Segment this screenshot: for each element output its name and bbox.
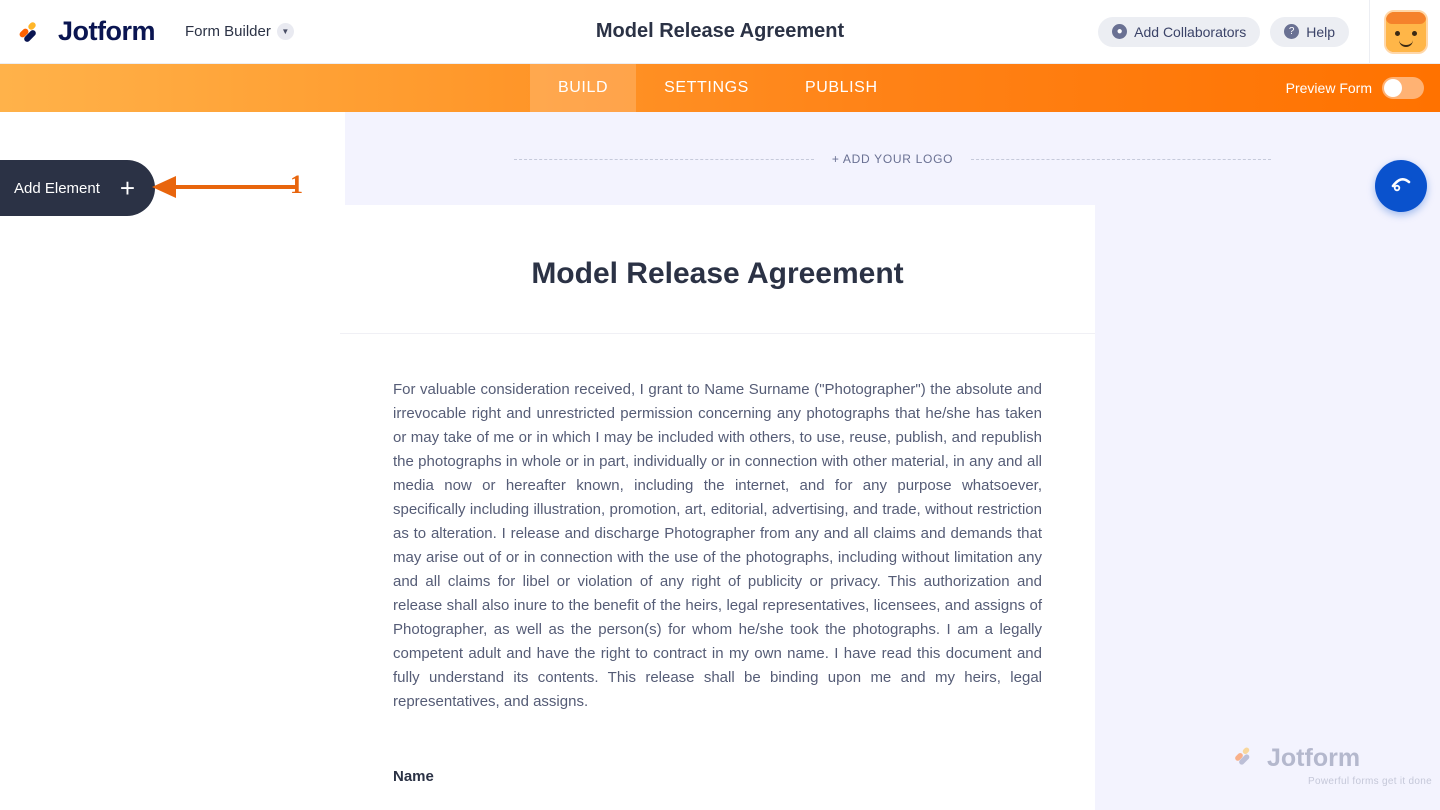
- jotform-watermark: [1232, 742, 1432, 787]
- navbar-spacer: [0, 64, 530, 112]
- tab-settings[interactable]: [636, 64, 777, 112]
- brand-name: Jotform: [58, 16, 155, 46]
- preview-form-toggle[interactable]: [1382, 77, 1424, 99]
- add-element-button[interactable]: [0, 160, 155, 216]
- question-mark-icon: ?: [1284, 24, 1299, 39]
- watermark-brand: Jotform: [1267, 744, 1361, 772]
- plus-icon: +: [119, 173, 135, 203]
- avatar-eye-left: [1395, 31, 1400, 36]
- assistant-icon: [1388, 171, 1414, 202]
- tab-publish-label: PUBLISH: [804, 79, 878, 96]
- preview-form-label: Preview Form: [1285, 80, 1372, 96]
- divider-right: [971, 159, 1271, 160]
- watermark-tagline: Powerful forms get it done: [1308, 776, 1432, 787]
- form-builder-menu[interactable]: [185, 23, 294, 40]
- assistant-fab-button[interactable]: [1375, 160, 1427, 212]
- app-header: [0, 0, 1440, 64]
- form-canvas: [345, 112, 1440, 810]
- watermark-row: [1232, 742, 1432, 775]
- help-button[interactable]: [1270, 17, 1349, 47]
- tab-settings-label: SETTINGS: [664, 79, 749, 96]
- main-navbar: [0, 64, 1440, 112]
- add-logo-button[interactable]: + ADD YOUR LOGO: [831, 152, 954, 166]
- jotform-logo-icon: [1232, 742, 1260, 775]
- avatar-eye-right: [1412, 31, 1417, 36]
- form-builder-label: Form Builder: [185, 23, 271, 40]
- page-title: Model Release Agreement: [595, 20, 845, 42]
- avatar-hair: [1386, 12, 1426, 24]
- avatar[interactable]: [1384, 10, 1428, 54]
- jotform-logo-icon: [16, 16, 48, 48]
- add-collaborators-button[interactable]: [1098, 17, 1260, 47]
- header-divider: [1369, 0, 1370, 64]
- tab-publish[interactable]: [777, 64, 906, 112]
- add-element-label: Add Element: [14, 179, 100, 197]
- tab-build-label: BUILD: [558, 79, 609, 96]
- brand-logo[interactable]: [16, 16, 155, 48]
- help-label: Help: [1306, 23, 1335, 40]
- divider-left: [514, 159, 814, 160]
- navbar-right: [1286, 64, 1440, 112]
- form-card: [340, 205, 1095, 810]
- toggle-knob: [1384, 79, 1402, 97]
- form-paragraph[interactable]: For valuable consideration received, I grant to Name Surname ("Photographer") the absolute and irrevocable right and unrestricted permission concerning any photographs that he/she has taken or may take of me or in which I may be included with others, to use, reuse, publish, and republish the photographs in whole or in part, individually or in connection with other material, in any and all media now or hereafter known, including the internet, and for any purpose whatsoever, specifically including illustration, promotion, art, editorial, advertising, and trade, without restriction as to alteration. I release and discharge Photographer from any and all claims and demands that may arise out of or in connection with the use of the photographs, including without limitation any and all claims for libel or violation of any right of publicity or privacy. This authorization and release shall also inure to the benefit of the heirs, legal representatives, licensees, and assigns of Photographer, as well as the person(s) for whom he/she took the photographs. I am a legally competent adult and have the right to contract in my own name. I have read this document and fully understand its contents. This release shall be binding upon me and my heirs, legal representatives, and assigns.: [393, 381, 1042, 710]
- header-actions: [1098, 17, 1363, 47]
- add-logo-row: [345, 152, 1440, 166]
- annotation-step-number: 1: [290, 170, 303, 199]
- add-collaborators-label: Add Collaborators: [1134, 23, 1247, 40]
- user-icon: ●: [1112, 24, 1127, 39]
- left-rail: [0, 112, 345, 810]
- tab-build[interactable]: [530, 64, 636, 112]
- chevron-down-icon: ▼: [277, 23, 294, 40]
- name-field-label[interactable]: Name: [393, 768, 434, 785]
- form-heading[interactable]: Model Release Agreement: [340, 205, 1095, 334]
